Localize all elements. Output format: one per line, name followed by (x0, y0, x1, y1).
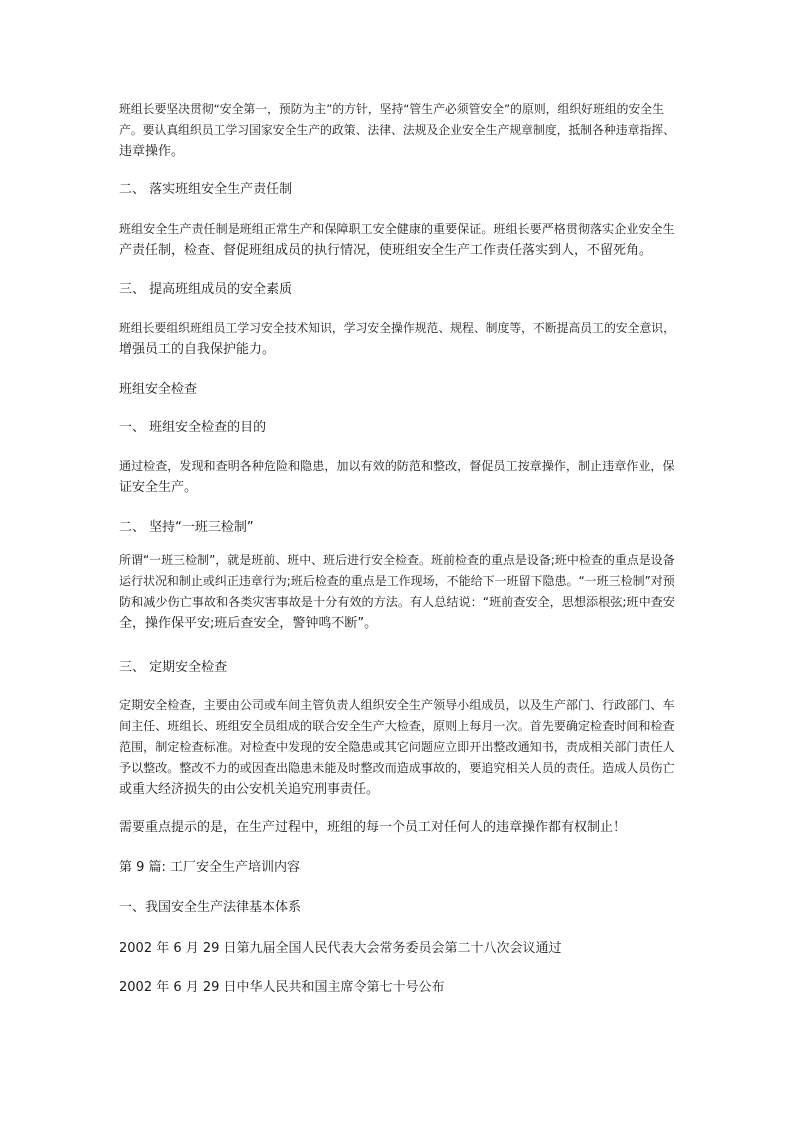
text-line: 间主任、班组长、班组安全员组成的联合安全生产大检查，原则上每月一次。首先要确定检查时间和检查 (119, 719, 675, 733)
text-line: 班组长要组织班组员工学习安全技术知识，学习安全操作规范、规程、制度等，不断提高员工的安全意识， (119, 321, 675, 335)
text-line: 需要重点提示的是，在生产过程中，班组的每一个员工对任何人的违章操作都有权制止！ (119, 820, 627, 835)
paragraph (119, 318, 675, 360)
text-line: 通过检查，发现和查明各种危险和隐患，加以有效的防范和整改，督促员工按章操作，制止违章作业，保 (119, 459, 675, 473)
text-line: 证安全生产。 (119, 480, 198, 495)
section-heading: 一、我国安全生产法律基本体系 (119, 900, 302, 915)
paragraph (119, 219, 675, 261)
text-line: 增强员工的自我保护能力。 (119, 342, 276, 357)
text-line: 班组长要坚决贯彻“安全第一，预防为主”的方针，坚持“管生产必须管安全”的原则，组织好班组的安全生 (119, 102, 664, 116)
section-heading: 二、 落实班组安全生产责任制 (119, 182, 293, 197)
section-heading: 二、 坚持“一班三检制” (119, 520, 254, 535)
text-line: 产责任制，检查、督促班组成员的执行情况，使班组安全生产工作责任落实到人，不留死角。 (119, 243, 653, 258)
paragraph (119, 456, 675, 498)
text-line: 班组安全生产责任制是班组正常生产和保障职工安全健康的重要保证。班组长要严格贯彻落实企业安全生 (119, 222, 675, 236)
section-heading: 三、 提高班组成员的安全素质 (119, 282, 293, 297)
text-line: 运行状况和制止或纠正违章行为;班后检查的重点是工作现场，不能给下一班留下隐患。“一班三检制”对预 (119, 574, 675, 588)
text-line: 产。要认真组织员工学习国家安全生产的政策、法律、法规及企业安全生产规章制度，抵制各种违章指挥、 (119, 123, 675, 137)
section-heading: 一、 班组安全检查的目的 (119, 420, 267, 435)
paragraph (119, 550, 675, 634)
text-line: 定期安全检查，主要由公司或车间主管负责人组织安全生产领导小组成员，以及生产部门、行政部门、车 (119, 698, 675, 712)
text-line: 范围，制定检查标准。对检查中发现的安全隐患或其它问题应立即开出整改通知书，责成相关部门责任人 (119, 740, 675, 754)
text-line: 予以整改。整改不力的或因查出隐患未能及时整改而造成事故的，要追究相关人员的责任。造成人员伤亡 (119, 761, 675, 775)
text-line: 全，操作保平安;班后查安全，警钟鸣不断”。 (119, 616, 378, 631)
text-line: 防和减少伤亡事故和各类灾害事故是十分有效的方法。有人总结说：“班前查安全，思想添根弦;班中查安 (119, 595, 675, 609)
paragraph (119, 99, 675, 162)
text-line: 或重大经济损失的由公安机关追究刑事责任。 (119, 782, 380, 797)
text-line: 2002 年 6 月 29 日中华人民共和国主席令第七十号公布 (119, 980, 445, 995)
section-title: 班组安全检查 (119, 382, 198, 397)
text-line: 所谓“一班三检制”，就是班前、班中、班后进行安全检查。班前检查的重点是设备;班中检查的重点是设备 (119, 553, 675, 567)
chapter-heading: 第 9 篇: 工厂安全生产培训内容 (119, 860, 301, 875)
text-line: 2002 年 6 月 29 日第九届全国人民代表大会常务委员会第二十八次会议通过 (119, 941, 562, 956)
text-line: 违章操作。 (119, 144, 185, 159)
paragraph (119, 817, 626, 838)
section-heading: 三、 定期安全检查 (119, 660, 228, 675)
paragraph (119, 695, 675, 800)
